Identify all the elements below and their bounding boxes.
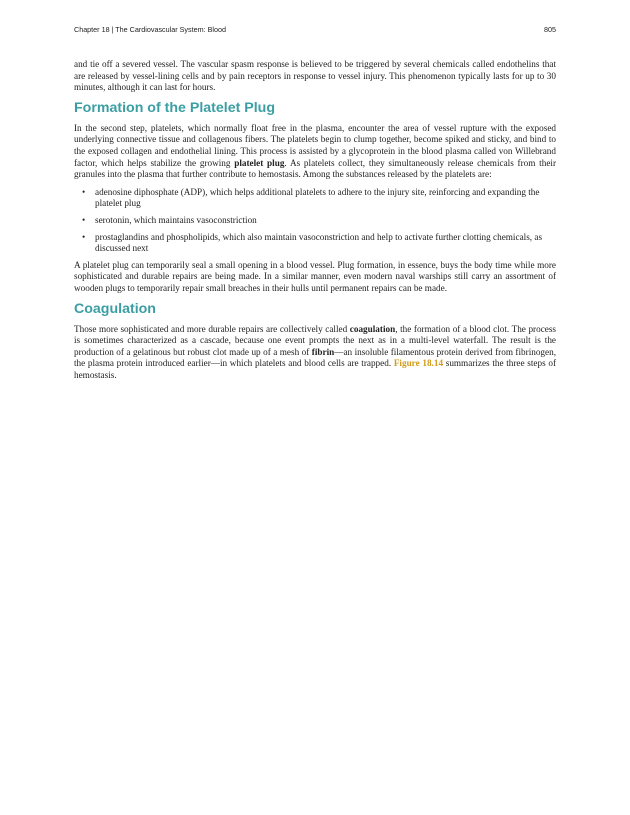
list-item-text: adenosine diphosphate (ADP), which helps additional platelets to adhere to the injury site, reinforcing and expanding the platelet plug <box>95 186 540 209</box>
text-run: —an insoluble filamentous protein derived from fibrinogen, the plasma protein introduced earlier—in which platelets and blood cells are trapped. <box>74 346 556 369</box>
page-number: 805 <box>544 25 556 34</box>
text-run: , the formation of a blood clot. The process is sometimes characterized as a cascade, because one event prompts the next as in a multi-level waterfall. The result is the production of a gelatinous but robust clot made up of a mesh of <box>74 323 556 357</box>
text-run: summarizes the three steps of hemostasis. <box>74 358 557 380</box>
heading-platelet-plug: Formation of the Platelet Plug <box>74 99 276 116</box>
page-content <box>74 59 556 387</box>
platelet-paragraph-2: A platelet plug can temporarily seal a small opening in a blood vessel. Plug formation, in essence, buys the body time while more sophisticated and durable repairs are being made. In a similar manner, even modern naval warships still carry an assortment of wooden plugs to temporarily repair small breaches in their hulls until permanent repairs can be made. <box>74 259 556 293</box>
list-item-text: prostaglandins and phospholipids, which also maintain vasoconstriction and help to activate further clotting chemicals, as discussed next <box>95 231 543 254</box>
list-item <box>74 215 556 227</box>
running-header <box>74 25 556 37</box>
chapter-label <box>74 25 226 34</box>
figure-link[interactable]: Figure 18.14 <box>393 358 444 369</box>
header-separator: | <box>109 25 116 34</box>
chapter-title: The Cardiovascular System: Blood <box>115 25 226 34</box>
key-term-coagulation: coagulation <box>349 323 396 334</box>
bullet-glyph: • <box>82 214 86 225</box>
text-run: In the second step, platelets, which normally float free in the plasma, encounter the area of vessel rupture with the exposed underlying connective tissue and collagenous fibers. The platelets begin to clump together, become spiked and sticky, and bind to the exposed collagen and endothelial lining. This process is assisted by a glycoprotein in the blood plasma called von Willebrand factor, which helps stabilize the growing <box>74 122 556 168</box>
heading-coagulation: Coagulation <box>74 300 156 317</box>
coagulation-paragraph <box>74 324 556 382</box>
chapter-number: Chapter 18 <box>74 25 110 34</box>
text-run: . As platelets collect, they simultaneously release chemicals from their granules into the plasma that further contribute to hemostasis. Among the substances released by the platelets are: <box>74 157 557 180</box>
released-substances-list <box>74 187 556 255</box>
key-term-platelet-plug: platelet plug <box>234 157 285 168</box>
bullet-glyph: • <box>82 186 86 197</box>
bullet-glyph: • <box>82 231 86 242</box>
key-term-fibrin: fibrin <box>311 346 335 357</box>
text-run: Those more sophisticated and more durable repairs are collectively called <box>74 323 350 334</box>
list-item <box>74 232 556 255</box>
list-item <box>74 187 556 210</box>
list-item-text: serotonin, which maintains vasoconstriction <box>95 214 257 225</box>
intro-paragraph: and tie off a severed vessel. The vascular spasm response is believed to be triggered by several chemicals called endothelins that are released by vessel-lining cells and by pain receptors in response to vessel injury. This phenomenon typically lasts for up to 30 minutes, although it can last for hours. <box>74 59 556 93</box>
platelet-paragraph-1 <box>74 123 556 181</box>
